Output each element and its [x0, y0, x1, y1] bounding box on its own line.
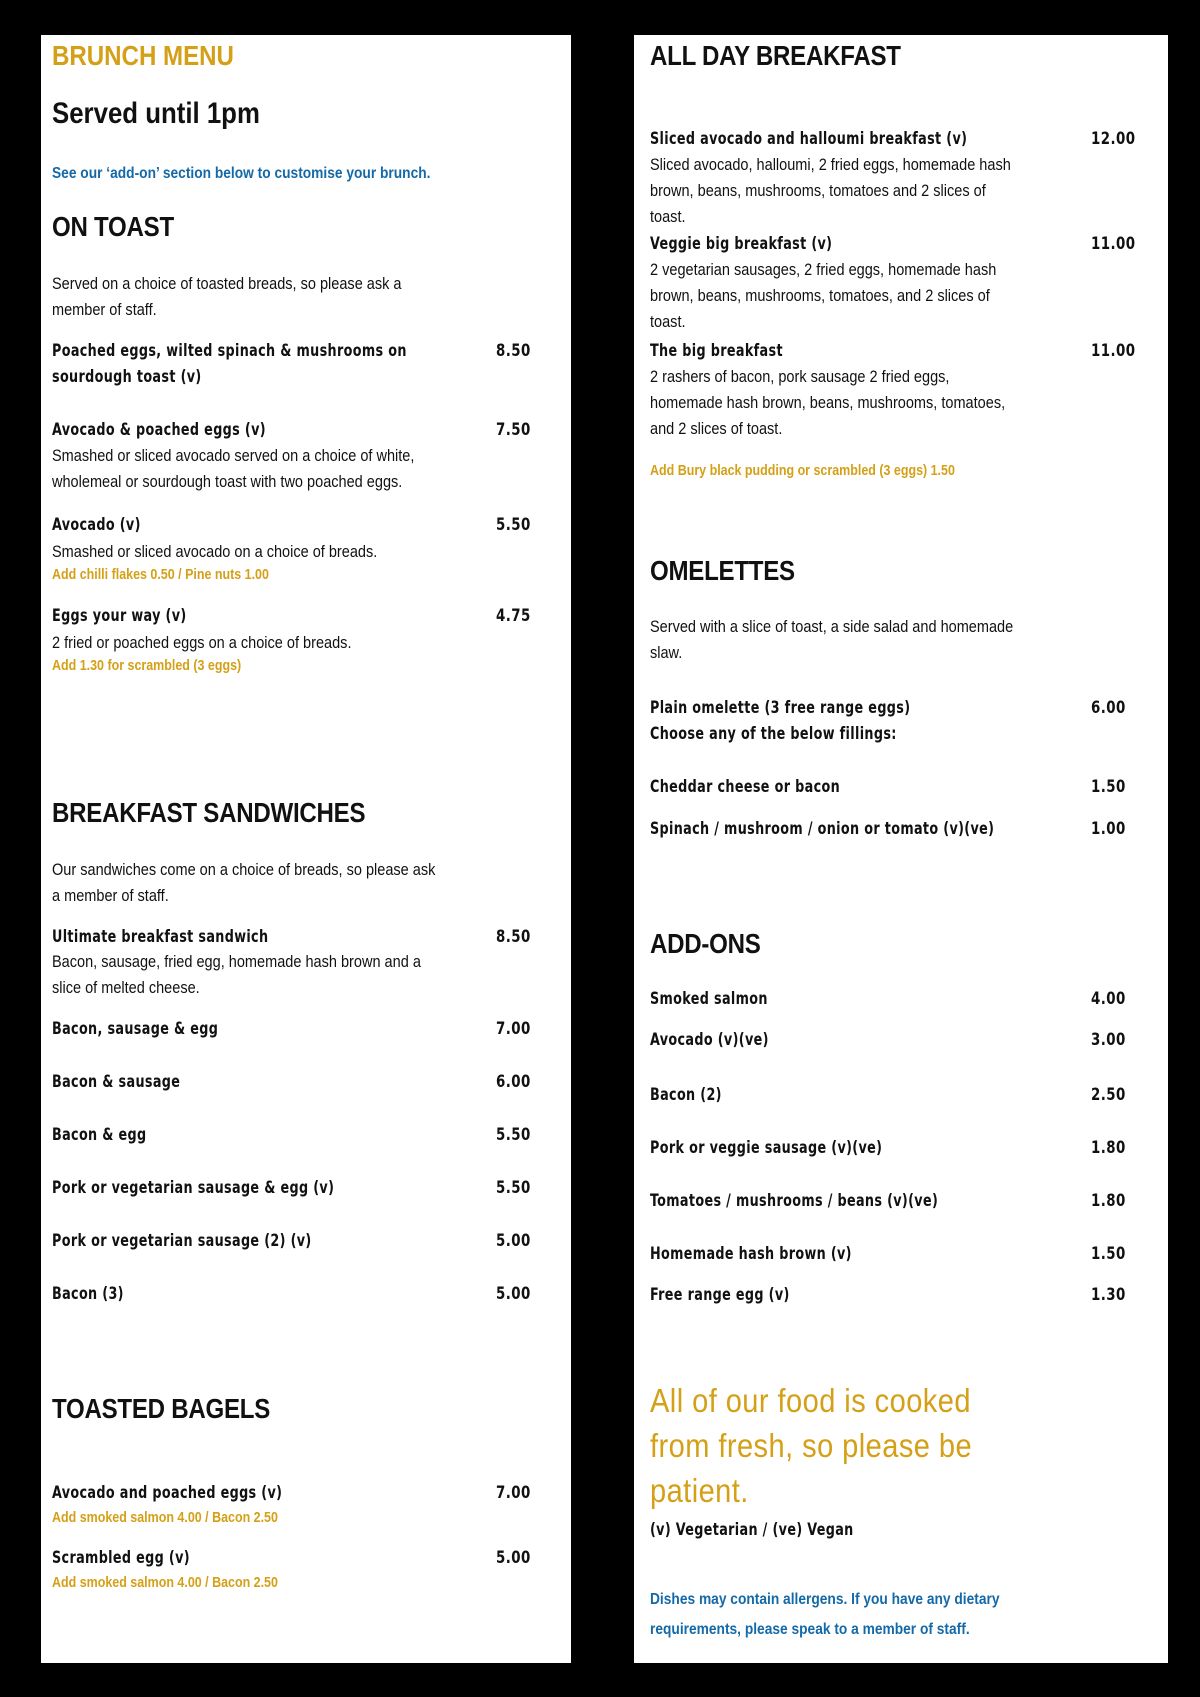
menu-item-name: Plain omelette (3 free range eggs) [650, 698, 911, 717]
section-heading-all-day-breakfast: ALL DAY BREAKFAST [650, 40, 901, 71]
menu-item-description: 2 vegetarian sausages, 2 fried eggs, homemade hash brown, beans, mushrooms, tomatoes, and 2 slices of toast. [650, 261, 997, 331]
menu-item-price: 5.00 [496, 1548, 531, 1567]
menu-item-name: Avocado and poached eggs (v) [52, 1483, 283, 1502]
menu-item-description: 2 fried or poached eggs on a choice of breads. [52, 634, 352, 652]
section-heading-on-toast: ON TOAST [52, 211, 174, 242]
menu-item-price: 1.50 [1091, 1244, 1126, 1263]
menu-item-price: 11.00 [1091, 234, 1136, 253]
menu-item-price: 1.00 [1091, 819, 1126, 838]
omelettes-intro: Served with a slice of toast, a side salad and homemade slaw. [650, 618, 1014, 662]
menu-item-name: Bacon & egg [52, 1125, 147, 1144]
section-heading-breakfast-sandwiches: BREAKFAST SANDWICHES [52, 797, 366, 828]
menu-item-name: Bacon & sausage [52, 1072, 181, 1091]
fresh-food-note: All of our food is cooked from fresh, so please be patient. [650, 1382, 973, 1509]
menu-item-price: 4.75 [496, 606, 531, 625]
menu-item-name: The big breakfast [650, 341, 783, 360]
menu-item-price: 1.50 [1091, 777, 1126, 796]
section-heading-toasted-bagels: TOASTED BAGELS [52, 1393, 271, 1424]
menu-item-name: Homemade hash brown (v) [650, 1244, 852, 1263]
menu-item-price: 2.50 [1091, 1085, 1126, 1104]
menu-item-price: 11.00 [1091, 341, 1136, 360]
menu-item-description: 2 rashers of bacon, pork sausage 2 fried eggs, homemade hash brown, beans, mushrooms, tomatoes, and 2 slices of toast. [650, 368, 1006, 438]
menu-item-name: Avocado (v)(ve) [650, 1030, 769, 1049]
section-heading-add-ons: ADD-ONS [650, 928, 761, 959]
diet-legend: (v) Vegetarian / (ve) Vegan [650, 1520, 854, 1539]
menu-item-price: 7.00 [496, 1483, 531, 1502]
menu-item-price: 1.30 [1091, 1285, 1126, 1304]
section-heading-omelettes: OMELETTES [650, 555, 795, 586]
menu-item-price: 5.50 [496, 1125, 531, 1144]
menu-item-price: 5.50 [496, 515, 531, 534]
menu-item-name: Smoked salmon [650, 989, 768, 1008]
menu-item-name: Spinach / mushroom / onion or tomato (v)(ve) [650, 819, 995, 838]
menu-item-price: 12.00 [1091, 129, 1136, 148]
menu-item-name: Eggs your way (v) [52, 606, 187, 625]
menu-item-description: Bacon, sausage, fried egg, homemade hash brown and a slice of melted cheese. [52, 953, 421, 997]
menu-item-price: 5.00 [496, 1231, 531, 1250]
served-until-text: Served until 1pm [52, 97, 260, 130]
allergen-note: Dishes may contain allergens. If you have any dietary requirements, please speak to a member of staff. [650, 1591, 1000, 1638]
menu-item-name: Scrambled egg (v) [52, 1548, 190, 1567]
menu-item-name: Avocado (v) [52, 515, 141, 534]
menu-item-price: 8.50 [496, 927, 531, 946]
menu-item-price: 1.80 [1091, 1138, 1126, 1157]
menu-item-extra: Add smoked salmon 4.00 / Bacon 2.50 [52, 1575, 278, 1591]
menu-item-description: Smashed or sliced avocado served on a choice of white, wholemeal or sourdough toast with two poached eggs. [52, 447, 415, 491]
menu-item-name: Choose any of the below fillings: [650, 724, 897, 743]
menu-item-extra: Add smoked salmon 4.00 / Bacon 2.50 [52, 1510, 278, 1526]
menu-item-price: 5.00 [496, 1284, 531, 1303]
menu-item-name: Bacon, sausage & egg [52, 1019, 219, 1038]
menu-item-price: 6.00 [1091, 698, 1126, 717]
right-menu-panel [634, 35, 1168, 1663]
menu-item-name: Avocado & poached eggs (v) [52, 420, 266, 439]
menu-item-name: Bacon (3) [52, 1284, 124, 1303]
addon-note: See our ‘add-on’ section below to customise your brunch. [52, 165, 431, 182]
menu-item-name: Pork or vegetarian sausage (2) (v) [52, 1231, 312, 1250]
menu-item-price: 5.50 [496, 1178, 531, 1197]
menu-item-price: 7.00 [496, 1019, 531, 1038]
menu-item-name: Cheddar cheese or bacon [650, 777, 841, 796]
menu-item-name: Pork or vegetarian sausage & egg (v) [52, 1178, 335, 1197]
menu-item-price: 3.00 [1091, 1030, 1126, 1049]
menu-item-description: Sliced avocado, halloumi, 2 fried eggs, homemade hash brown, beans, mushrooms, tomatoes and 2 slices of toast. [650, 156, 1011, 226]
menu-item-name: Ultimate breakfast sandwich [52, 927, 269, 946]
menu-title: BRUNCH MENU [52, 40, 234, 71]
menu-item-name: Veggie big breakfast (v) [650, 234, 833, 253]
menu-item-name: Pork or veggie sausage (v)(ve) [650, 1138, 883, 1157]
all-day-extra-note: Add Bury black pudding or scrambled (3 eggs) 1.50 [650, 463, 955, 479]
menu-item-name: Poached eggs, wilted spinach & mushrooms on [52, 341, 407, 360]
menu-item-name: Tomatoes / mushrooms / beans (v)(ve) [650, 1191, 939, 1210]
menu-item-name: Free range egg (v) [650, 1285, 790, 1304]
menu-item-price: 4.00 [1091, 989, 1126, 1008]
sandwiches-intro: Our sandwiches come on a choice of breads, so please ask a member of staff. [52, 861, 436, 905]
menu-item-name: Sliced avocado and halloumi breakfast (v) [650, 129, 968, 148]
menu-item-name: Bacon (2) [650, 1085, 722, 1104]
menu-item-price: 8.50 [496, 341, 531, 360]
menu-item-price: 1.80 [1091, 1191, 1126, 1210]
menu-item-price: 6.00 [496, 1072, 531, 1091]
left-menu-panel [41, 35, 571, 1663]
menu-item-extra: Add chilli flakes 0.50 / Pine nuts 1.00 [52, 567, 269, 583]
menu-item-description: Smashed or sliced avocado on a choice of breads. [52, 543, 378, 561]
on-toast-intro: Served on a choice of toasted breads, so please ask a member of staff. [52, 275, 402, 319]
menu-item-name: sourdough toast (v) [52, 367, 202, 386]
menu-item-price: 7.50 [496, 420, 531, 439]
menu-item-extra: Add 1.30 for scrambled (3 eggs) [52, 658, 242, 674]
